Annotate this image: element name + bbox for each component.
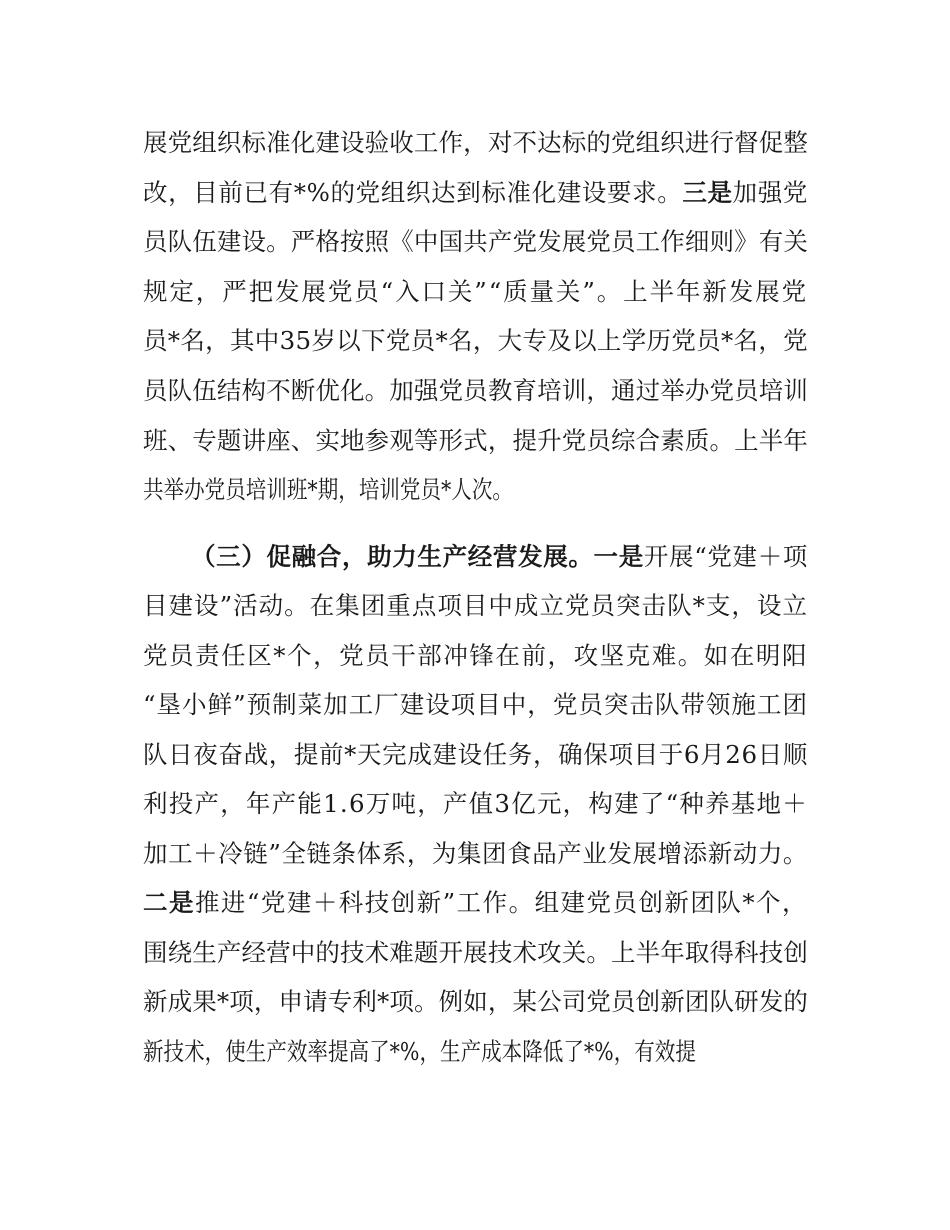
text-line — [191, 542, 808, 572]
text-run: “垦小鲜”预制菜加工厂建设项目中，党员突击队带领施工团 — [143, 690, 808, 719]
text-line — [143, 1037, 940, 1067]
text-run: 新技术，使生产效率提高了*%，生产成本降低了*%，有效提 — [143, 1037, 696, 1066]
text-run: 加强党 — [732, 178, 809, 207]
text-run: 班、专题讲座、实地参观等形式，提升党员综合素质。上半年 — [143, 426, 808, 455]
text-run: 队日夜奋战，提前*天完成建设任务，确保项目于6月26日顺 — [143, 740, 808, 769]
text-run: 党员责任区*个，党员干部冲锋在前，攻坚克难。如在明阳 — [143, 641, 808, 670]
text-run: 改，目前已有*%的党组织达到标准化建设要求。 — [143, 178, 683, 207]
bold-text-run: 一是 — [593, 542, 644, 571]
text-line — [143, 987, 808, 1017]
text-line — [143, 475, 940, 505]
text-run: 员*名，其中35岁以下党员*名，大专及以上学历党员*名，党 — [143, 326, 808, 355]
text-run: 加工＋冷链”全链条体系，为集团食品产业发展增添新动力。 — [143, 839, 808, 868]
text-line — [143, 690, 808, 720]
text-run: 利投产，年产能1.6万吨，产值3亿元，构建了“种养基地＋ — [143, 789, 808, 818]
bold-text-run: 三是 — [682, 178, 733, 207]
text-line — [143, 376, 808, 406]
text-line — [143, 426, 808, 456]
text-line — [143, 128, 808, 158]
text-run: 目建设”活动。在集团重点项目中成立党员突击队*支，设立 — [143, 591, 808, 620]
text-run: 开展“党建＋项 — [643, 542, 809, 571]
text-run: 规定，严把发展党员“入口关”“质量关”。上半年新发展党 — [143, 277, 808, 306]
text-run: 员队伍建设。严格按照《中国共产党发展党员工作细则》有关 — [143, 227, 808, 256]
bold-text-run: 二是 — [143, 888, 195, 917]
text-line — [143, 839, 808, 869]
text-run: 推进“党建＋科技创新”工作。组建党员创新团队*个， — [194, 888, 808, 917]
text-line — [143, 789, 808, 819]
text-line — [143, 938, 808, 968]
text-line — [143, 277, 808, 307]
text-line — [143, 326, 808, 356]
bold-text-run: （三）促融合，助力生产经营发展。 — [191, 542, 594, 571]
text-line — [143, 740, 808, 770]
text-line — [143, 641, 808, 671]
text-line — [143, 591, 808, 621]
text-run: 员队伍结构不断优化。加强党员教育培训，通过举办党员培训 — [143, 376, 808, 405]
text-run: 共举办党员培训班*期，培训党员*人次。 — [143, 475, 513, 504]
text-run: 新成果*项，申请专利*项。例如，某公司党员创新团队研发的 — [143, 987, 808, 1016]
text-line — [143, 888, 808, 918]
text-run: 展党组织标准化建设验收工作，对不达标的党组织进行督促整 — [143, 128, 808, 157]
text-run: 围绕生产经营中的技术难题开展技术攻关。上半年取得科技创 — [143, 938, 808, 967]
text-line — [143, 178, 808, 208]
text-line — [143, 227, 808, 257]
